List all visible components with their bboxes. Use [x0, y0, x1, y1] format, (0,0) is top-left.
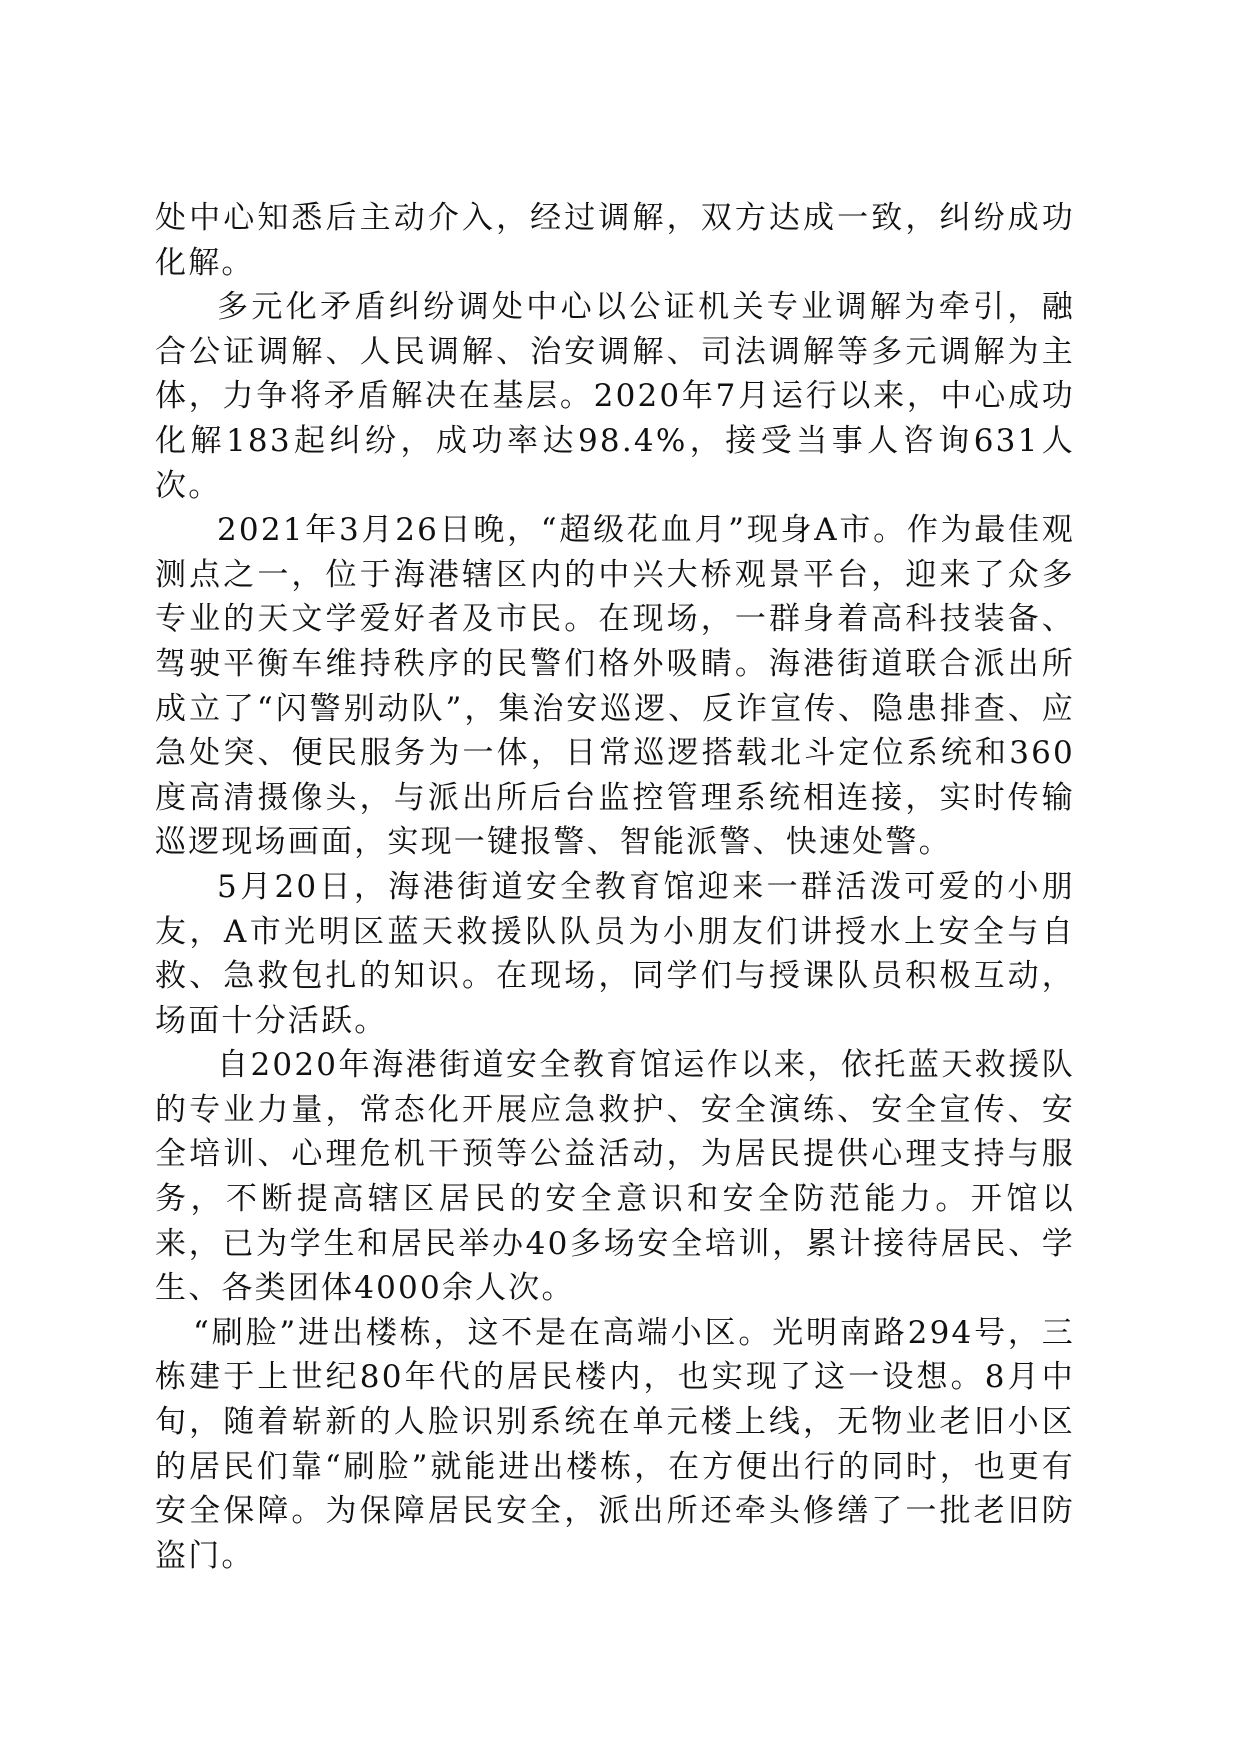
paragraph-mediation-center: 多元化矛盾纠纷调处中心以公证机关专业调解为牵引，融合公证调解、人民调解、治安调解、司法调解等多元调解为主体，力争将矛盾解决在基层。2020年7月运行以来，中心成功化解183起纠纷，成功率达98.4%，接受当事人咨询631人次。 — [155, 289, 1075, 504]
paragraph-safety-education-hall: 自2020年海港街道安全教育馆运作以来，依托蓝天救援队的专业力量，常态化开展应急救护、安全演练、安全宣传、安全培训、心理危机干预等公益活动，为居民提供心理支持与服务，不断提高辖区居民的安全意识和安全防范能力。开馆以来，已为学生和居民举办40多场安全培训，累计接待居民、学生、各类团体4000余人次。 — [155, 1047, 1075, 1307]
paragraph-blood-moon-patrol: 2021年3月26日晚，“超级花血月”现身A市。作为最佳观测点之一，位于海港辖区内的中兴大桥观景平台，迎来了众多专业的天文学爱好者及市民。在现场，一群身着高科技装备、驾驶平衡车维持秩序的民警们格外吸睛。海港街道联合派出所成立了“闪警别动队”，集治安巡逻、反诈宣传、隐患排查、应急处突、便民服务为一体，日常巡逻搭载北斗定位系统和360度高清摄像头，与派出所后台监控管理系统相连接，实时传输巡逻现场画面，实现一键报警、智能派警、快速处警。 — [155, 512, 1075, 861]
paragraph-dispute-resolved: 处中心知悉后主动介入，经过调解，双方达成一致，纠纷成功化解。 — [155, 200, 1075, 281]
body-text — [155, 196, 1075, 1578]
paragraph-safety-lesson: 5月20日，海港街道安全教育馆迎来一群活泼可爱的小朋友，A市光明区蓝天救援队队员为小朋友们讲授水上安全与自救、急救包扎的知识。在现场，同学们与授课队员积极互动，场面十分活跃。 — [155, 868, 1075, 1039]
paragraph-face-recognition: “刷脸”进出楼栋，这不是在高端小区。光明南路294号，三栋建于上世纪80年代的居民楼内，也实现了这一设想。8月中旬，随着崭新的人脸识别系统在单元楼上线，无物业老旧小区的居民们靠“刷脸”就能进出楼栋，在方便出行的同时，也更有安全保障。为保障居民安全，派出所还牵头修缮了一批老旧防盗门。 — [155, 1314, 1075, 1574]
